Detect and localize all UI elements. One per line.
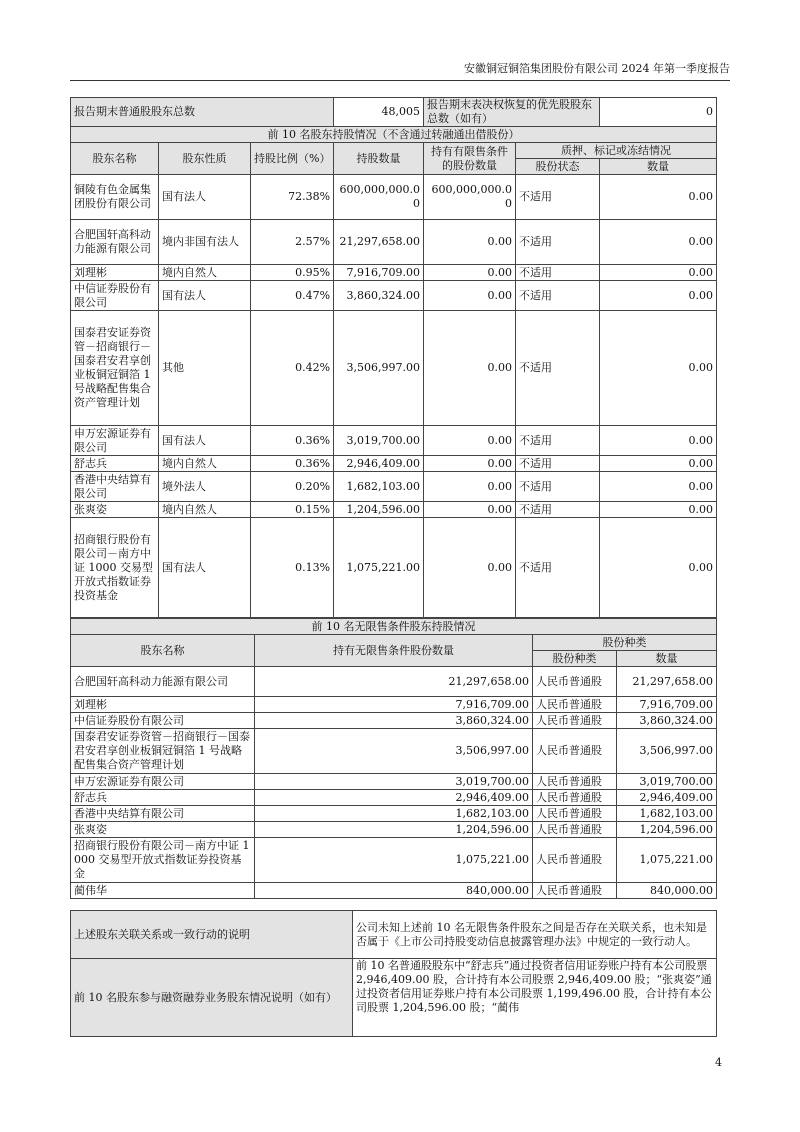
common-shareholders-total-label: 报告期末普通股股东总数: [71, 98, 334, 127]
restricted-shares: 0.00: [424, 502, 516, 518]
restricted-shares: 0.00: [424, 456, 516, 472]
shareholder-nature: 境内非国有法人: [159, 220, 251, 265]
col-header-shares: 持股数量: [334, 143, 424, 175]
pledge-qty: 0.00: [600, 518, 717, 618]
unrestricted-shares: 1,075,221.00: [255, 838, 533, 883]
table-row: [71, 697, 717, 713]
common-shareholders-total-value: 48,005: [334, 98, 424, 127]
share-type: 人民币普通股: [533, 806, 617, 822]
unrestricted-section-title: 前 10 名无限售条件股东持股情况: [71, 619, 717, 635]
shareholder-nature: 国有法人: [159, 281, 251, 311]
table-row: [71, 518, 717, 618]
shareholder-name: 合肥国轩高科动力能源有限公司: [71, 220, 159, 265]
restricted-shares: 0.00: [424, 281, 516, 311]
col-header-status: 股份状态: [516, 159, 600, 175]
table-row: [71, 265, 717, 281]
unrestricted-shares: 3,860,324.00: [255, 713, 533, 729]
share-type: 人民币普通股: [533, 697, 617, 713]
notes-table: [70, 910, 717, 1037]
share-type: 人民币普通股: [533, 822, 617, 838]
shareholder-nature: 国有法人: [159, 518, 251, 618]
pledge-qty: 0.00: [600, 502, 717, 518]
share-qty: 1,682,103.00: [617, 806, 717, 822]
preferred-shareholders-total-label: 报告期末表决权恢复的优先股股东总数（如有）: [424, 98, 600, 127]
col-header-nature: 股东性质: [159, 143, 251, 175]
shareholder-name: 申万宏源证券有限公司: [71, 774, 255, 790]
pledge-status: 不适用: [516, 456, 600, 472]
shareholder-name: 舒志兵: [71, 790, 255, 806]
holding-shares: 1,682,103.00: [334, 472, 424, 502]
col-header-name: 股东名称: [71, 143, 159, 175]
share-qty: 840,000.00: [617, 883, 717, 899]
shareholder-name: 国泰君安证券资管－招商银行－国泰君安君享创业板铜冠铜箔 1 号战略配售集合资产管理计划: [71, 729, 255, 774]
holding-ratio: 0.95%: [251, 265, 334, 281]
relation-note-label: 上述股东关联关系或一致行动的说明: [71, 911, 353, 959]
holding-shares: 3,019,700.00: [334, 426, 424, 456]
share-qty: 1,075,221.00: [617, 838, 717, 883]
shareholder-name: 张爽姿: [71, 822, 255, 838]
unrestricted-shareholders-table: [70, 618, 717, 899]
holding-shares: 1,204,596.00: [334, 502, 424, 518]
holding-shares: 1,075,221.00: [334, 518, 424, 618]
holding-ratio: 0.36%: [251, 456, 334, 472]
shareholder-nature: 其他: [159, 311, 251, 426]
shareholder-name: 刘理彬: [71, 697, 255, 713]
share-type: 人民币普通股: [533, 790, 617, 806]
relation-note-text: 公司未知上述前 10 名无限售条件股东之间是否存在关联关系，也未知是否属于《上市公司持股变动信息披露管理办法》中规定的一致行动人。: [353, 911, 717, 959]
holding-ratio: 0.15%: [251, 502, 334, 518]
holding-shares: 7,916,709.00: [334, 265, 424, 281]
table-row: [71, 822, 717, 838]
holding-ratio: 2.57%: [251, 220, 334, 265]
share-qty: 1,204,596.00: [617, 822, 717, 838]
shareholder-nature: 境内自然人: [159, 502, 251, 518]
table-row: [71, 729, 717, 774]
shareholder-nature: 境内自然人: [159, 265, 251, 281]
unrestricted-shares: 3,506,997.00: [255, 729, 533, 774]
shareholder-name: 舒志兵: [71, 456, 159, 472]
share-qty: 2,946,409.00: [617, 790, 717, 806]
table-row: [71, 806, 717, 822]
top10-shareholders-table: [70, 97, 717, 618]
share-type: 人民币普通股: [533, 713, 617, 729]
shareholder-name: 申万宏源证券有限公司: [71, 426, 159, 456]
table-row: [71, 774, 717, 790]
shareholder-nature: 国有法人: [159, 426, 251, 456]
pledge-status: 不适用: [516, 502, 600, 518]
pledge-status: 不适用: [516, 281, 600, 311]
table-row: [71, 220, 717, 265]
holding-shares: 21,297,658.00: [334, 220, 424, 265]
unrestricted-shares: 2,946,409.00: [255, 790, 533, 806]
table-row: [71, 456, 717, 472]
pledge-qty: 0.00: [600, 472, 717, 502]
table-row: [71, 175, 717, 220]
col-header-restricted: 持有有限售条件的股份数量: [424, 143, 516, 175]
share-type: 人民币普通股: [533, 774, 617, 790]
pledge-status: 不适用: [516, 311, 600, 426]
holding-ratio: 0.47%: [251, 281, 334, 311]
shareholder-name: 招商银行股份有限公司－南方中证 1000 交易型开放式指数证券投资基金: [71, 518, 159, 618]
margin-trading-note-label: 前 10 名股东参与融资融券业务股东情况说明（如有）: [71, 959, 353, 1037]
unrestricted-shares: 1,682,103.00: [255, 806, 533, 822]
col-header-type-group: 股份种类: [533, 635, 717, 651]
share-type: 人民币普通股: [533, 838, 617, 883]
table-row: [71, 426, 717, 456]
pledge-status: 不适用: [516, 220, 600, 265]
col-header-type: 股份种类: [533, 651, 617, 667]
share-type: 人民币普通股: [533, 667, 617, 697]
restricted-shares: 0.00: [424, 472, 516, 502]
table-row: [71, 713, 717, 729]
restricted-shares: 0.00: [424, 426, 516, 456]
pledge-status: 不适用: [516, 265, 600, 281]
shareholder-name: 铜陵有色金属集团股份有限公司: [71, 175, 159, 220]
col-header-name: 股东名称: [71, 635, 255, 667]
holding-shares: 3,860,324.00: [334, 281, 424, 311]
share-qty: 3,506,997.00: [617, 729, 717, 774]
table-row: [71, 667, 717, 697]
shareholder-name: 香港中央结算有限公司: [71, 806, 255, 822]
shareholder-name: 国泰君安证券资管－招商银行－国泰君安君享创业板铜冠铜箔 1 号战略配售集合资产管理计划: [71, 311, 159, 426]
restricted-shares: 0.00: [424, 220, 516, 265]
col-header-qty: 数量: [600, 159, 717, 175]
col-header-qty: 数量: [617, 651, 717, 667]
holding-ratio: 0.42%: [251, 311, 334, 426]
table-row: [71, 311, 717, 426]
restricted-shares: 600,000,000.00: [424, 175, 516, 220]
share-qty: 3,019,700.00: [617, 774, 717, 790]
restricted-shares: 0.00: [424, 265, 516, 281]
unrestricted-shares: 21,297,658.00: [255, 667, 533, 697]
unrestricted-shares: 3,019,700.00: [255, 774, 533, 790]
pledge-qty: 0.00: [600, 281, 717, 311]
table-row: [71, 502, 717, 518]
table-row: [71, 281, 717, 311]
top10-section-title: 前 10 名股东持股情况（不含通过转融通出借股份）: [71, 127, 717, 143]
preferred-shareholders-total-value: 0: [600, 98, 717, 127]
holding-ratio: 0.20%: [251, 472, 334, 502]
shareholder-nature: 境内自然人: [159, 456, 251, 472]
unrestricted-shares: 1,204,596.00: [255, 822, 533, 838]
shareholder-name: 招商银行股份有限公司－南方中证 1000 交易型开放式指数证券投资基金: [71, 838, 255, 883]
pledge-qty: 0.00: [600, 220, 717, 265]
shareholder-name: 刘理彬: [71, 265, 159, 281]
shareholder-name: 合肥国轩高科动力能源有限公司: [71, 667, 255, 697]
shareholder-name: 香港中央结算有限公司: [71, 472, 159, 502]
share-qty: 21,297,658.00: [617, 667, 717, 697]
pledge-qty: 0.00: [600, 311, 717, 426]
pledge-status: 不适用: [516, 472, 600, 502]
page-header: [70, 60, 730, 81]
unrestricted-shares: 840,000.00: [255, 883, 533, 899]
pledge-qty: 0.00: [600, 426, 717, 456]
shareholder-name: 张爽姿: [71, 502, 159, 518]
holding-shares: 3,506,997.00: [334, 311, 424, 426]
pledge-qty: 0.00: [600, 175, 717, 220]
pledge-qty: 0.00: [600, 456, 717, 472]
holding-shares: 2,946,409.00: [334, 456, 424, 472]
share-qty: 7,916,709.00: [617, 697, 717, 713]
pledge-status: 不适用: [516, 426, 600, 456]
shareholder-nature: 境外法人: [159, 472, 251, 502]
restricted-shares: 0.00: [424, 311, 516, 426]
col-header-unrestricted-shares: 持有无限售条件股份数量: [255, 635, 533, 667]
holding-ratio: 72.38%: [251, 175, 334, 220]
shareholder-nature: 国有法人: [159, 175, 251, 220]
table-row: [71, 883, 717, 899]
table-row: [71, 790, 717, 806]
col-header-pledge-group: 质押、标记或冻结情况: [516, 143, 717, 159]
pledge-qty: 0.00: [600, 265, 717, 281]
holding-ratio: 0.36%: [251, 426, 334, 456]
shareholder-name: 蔺伟华: [71, 883, 255, 899]
col-header-ratio: 持股比例（%）: [251, 143, 334, 175]
unrestricted-shares: 7,916,709.00: [255, 697, 533, 713]
page-number: 4: [715, 1056, 722, 1069]
table-row: [71, 472, 717, 502]
margin-trading-note-text: 前 10 名普通股股东中“舒志兵”通过投资者信用证券账户持有本公司股票 2,946,409.00 股，合计持有本公司股票 2,946,409.00 股；“张爽姿”通过投资者信用证券账户持有本公司股票 1,199,496.00 股，合计持有本公司股票 1,204,596.00 股；“蔺伟: [353, 959, 717, 1037]
table-row: [71, 838, 717, 883]
shareholder-name: 中信证券股份有限公司: [71, 281, 159, 311]
share-qty: 3,860,324.00: [617, 713, 717, 729]
share-type: 人民币普通股: [533, 883, 617, 899]
report-title: 安徽铜冠铜箔集团股份有限公司 2024 年第一季度报告: [464, 62, 730, 75]
holding-ratio: 0.13%: [251, 518, 334, 618]
shareholder-name: 中信证券股份有限公司: [71, 713, 255, 729]
pledge-status: 不适用: [516, 518, 600, 618]
share-type: 人民币普通股: [533, 729, 617, 774]
pledge-status: 不适用: [516, 175, 600, 220]
restricted-shares: 0.00: [424, 518, 516, 618]
holding-shares: 600,000,000.00: [334, 175, 424, 220]
